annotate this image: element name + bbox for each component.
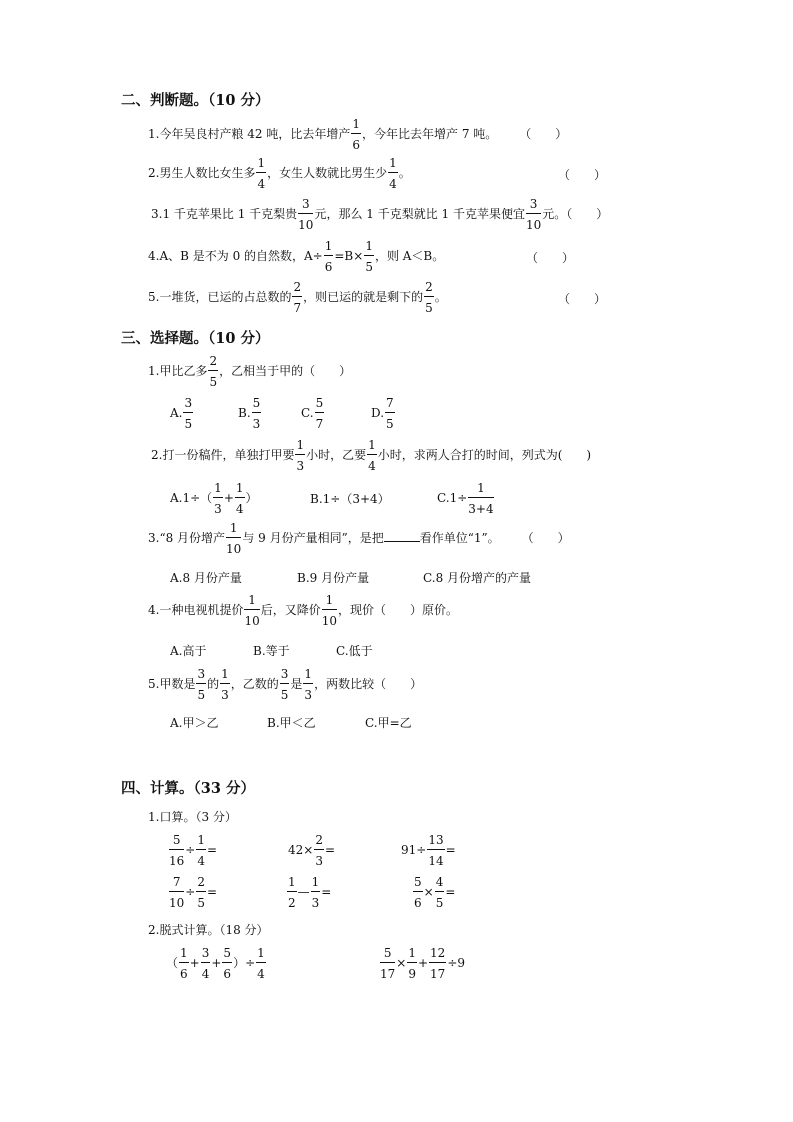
- fraction: [385, 397, 395, 430]
- fraction: [435, 876, 445, 909]
- fraction: [235, 482, 245, 515]
- choice-question-2: 2.打一份稿件，单独打甲要 $\frac{1}{3}$ 小时，乙要 $\frac{1}{4}$ 小时，求两人合打的时间，列式为( ): [151, 438, 592, 473]
- denominator: 2: [288, 896, 296, 910]
- fraction: [322, 594, 337, 627]
- fraction: [196, 876, 206, 909]
- numerator: 5: [315, 397, 325, 413]
- choice-option-b[interactable]: B.9 月份产量: [297, 571, 370, 585]
- fraction: [315, 397, 325, 430]
- fraction: [526, 198, 541, 231]
- choice-option-b[interactable]: B. $\frac{5}{3}$: [238, 396, 261, 431]
- numerator: 12: [429, 947, 446, 963]
- fraction: [468, 482, 493, 515]
- fraction: [226, 522, 241, 555]
- fraction: [179, 947, 189, 980]
- denominator: 6: [352, 138, 360, 152]
- numerator: 1: [367, 439, 377, 455]
- judgment-question-2: 2.男生人数比女生多 $\frac{1}{4}$ ，女生人数就比男生少 $\frac{1}{4}$ 。: [148, 156, 411, 191]
- numerator: 1: [311, 876, 321, 892]
- denominator: 9: [408, 967, 416, 981]
- numerator: 1: [388, 157, 398, 173]
- answer-paren: （ ）: [558, 168, 607, 182]
- denominator: 17: [430, 967, 446, 981]
- fraction: [324, 240, 334, 273]
- numerator: 5: [222, 947, 232, 963]
- judgment-question-4: 4.A、B 是不为 0 的自然数，A÷ $\frac{1}{6}$ =B× $\frac{1}{5}$ ，则 A＜B。: [148, 239, 445, 274]
- denominator: 5: [280, 688, 289, 702]
- numerator: 1: [256, 947, 266, 963]
- denominator: 6: [223, 967, 232, 981]
- choice-option-b[interactable]: B.1÷（3+4）: [310, 492, 390, 506]
- choice-option-b[interactable]: B.等于: [253, 644, 290, 658]
- numerator: 1: [220, 668, 230, 684]
- numerator: 2: [424, 281, 434, 297]
- fraction: [351, 118, 361, 151]
- denominator: 17: [380, 967, 396, 981]
- choice-option-c[interactable]: C.甲=乙: [365, 716, 412, 730]
- denominator: 3: [252, 417, 261, 431]
- choice-option-c[interactable]: C.低于: [336, 644, 373, 658]
- denominator: 14: [428, 854, 444, 868]
- numerator: 2: [208, 355, 218, 371]
- fraction: [367, 439, 377, 472]
- numerator: 5: [413, 876, 423, 892]
- fraction: [201, 947, 211, 980]
- numerator: 2: [314, 834, 324, 850]
- numerator: 2: [292, 281, 302, 297]
- denominator: 5: [197, 688, 206, 702]
- denominator: 4: [257, 177, 266, 191]
- oral-expression-4: $\frac{7}{10}$ ÷ $\frac{2}{5}$ =: [169, 875, 218, 910]
- numerator: 1: [351, 118, 361, 134]
- choice-option-c[interactable]: C.8 月份增产的产量: [423, 571, 532, 585]
- numerator: 1: [322, 594, 337, 610]
- denominator: 3: [214, 502, 222, 516]
- denominator: 7: [293, 301, 302, 315]
- numerator: 3: [298, 198, 313, 214]
- step-expression-1: （ $\frac{1}{6}$ + $\frac{3}{4}$ + $\frac{5}{6}$ ）÷ $\frac{1}{4}$: [166, 946, 265, 981]
- fraction: [292, 281, 302, 314]
- choice-question-5: 5.甲数是 $\frac{3}{5}$ 的 $\frac{1}{3}$ ，乙数的 $\frac{3}{5}$ 是 $\frac{1}{3}$ ，两数比较（ ）: [148, 667, 423, 702]
- choice-option-c[interactable]: C.1÷ $\frac{1}{3+4}$: [437, 481, 494, 516]
- denominator: 3: [304, 688, 313, 702]
- denominator: 3: [221, 688, 229, 702]
- numerator: 1: [324, 240, 334, 256]
- choice-question-1: 1.甲比乙多 $\frac{2}{5}$ ，乙相当于甲的（ ）: [148, 354, 352, 389]
- fraction: [169, 834, 184, 867]
- numerator: 1: [196, 834, 206, 850]
- numerator: 1: [303, 668, 313, 684]
- denominator: 16: [169, 854, 185, 868]
- section-calculation-title: 四、计算。（33 分）: [121, 780, 255, 797]
- numerator: 1: [295, 439, 305, 455]
- fraction: [287, 876, 297, 909]
- fraction: [213, 482, 223, 515]
- section-choice-title: 三、选择题。（10 分）: [121, 330, 270, 347]
- fraction: [413, 876, 423, 909]
- oral-expression-3: 91÷ $\frac{13}{14}$ =: [401, 833, 456, 868]
- answer-paren: （ ）: [519, 127, 568, 141]
- choice-option-d[interactable]: D. $\frac{7}{5}$: [371, 396, 394, 431]
- denominator: 5: [209, 375, 218, 389]
- denominator: 3: [311, 896, 320, 910]
- choice-option-a[interactable]: A.1÷（ $\frac{1}{3}$ + $\frac{1}{4}$ ）: [170, 481, 258, 516]
- fraction: [256, 157, 266, 190]
- numerator: 3: [183, 397, 193, 413]
- fraction: [220, 668, 230, 701]
- fraction: [256, 947, 266, 980]
- oral-expression-6: $\frac{5}{6}$ × $\frac{4}{5}$ =: [414, 875, 456, 910]
- fraction: [196, 834, 206, 867]
- step-calc-title: 2.脱式计算。（18 分）: [148, 923, 269, 937]
- numerator: 3: [201, 947, 211, 963]
- fraction: [252, 397, 262, 430]
- answer-paren: （ ）: [521, 531, 570, 545]
- answer-paren: （ ）: [558, 292, 607, 306]
- numerator: 1: [256, 157, 266, 173]
- numerator: 1: [244, 594, 259, 610]
- numerator: 1: [213, 482, 223, 498]
- fraction: [424, 281, 434, 314]
- denominator: 4: [197, 854, 205, 868]
- denominator: 10: [321, 614, 338, 628]
- step-expression-2: $\frac{5}{17}$ × $\frac{1}{9}$ + $\frac{12}{17}$ ÷9: [380, 946, 466, 981]
- denominator: 4: [368, 459, 376, 473]
- choice-question-3: 3.“8 月份增产 $\frac{1}{10}$ 与 9 月份产量相同”，是把 看作单位“1”。 （ ）: [148, 521, 570, 556]
- denominator: 4: [235, 502, 244, 516]
- denominator: 4: [201, 967, 210, 981]
- numerator: 3: [196, 668, 206, 684]
- denominator: 5: [365, 260, 373, 274]
- denominator: 3: [296, 459, 305, 473]
- choice-option-a[interactable]: A.高于: [170, 644, 207, 658]
- denominator: 3+4: [468, 502, 494, 516]
- oral-expression-1: $\frac{5}{16}$ ÷ $\frac{1}{4}$ =: [169, 833, 218, 868]
- fraction: [295, 439, 305, 472]
- denominator: 10: [298, 218, 314, 232]
- fraction: [427, 834, 444, 867]
- fill-blank[interactable]: [384, 531, 420, 542]
- numerator: 3: [280, 668, 290, 684]
- denominator: 4: [257, 967, 265, 981]
- choice-option-b[interactable]: B.甲＜乙: [267, 716, 316, 730]
- oral-calc-title: 1.口算。（3 分）: [148, 810, 237, 824]
- numerator: 7: [385, 397, 395, 413]
- fraction: [280, 668, 290, 701]
- fraction: [364, 240, 374, 273]
- denominator: 5: [425, 301, 433, 315]
- denominator: 10: [525, 218, 542, 232]
- denominator: 5: [184, 417, 193, 431]
- denominator: 10: [226, 542, 242, 556]
- numerator: 2: [196, 876, 206, 892]
- fraction: [183, 397, 193, 430]
- fraction: [208, 355, 218, 388]
- denominator: 5: [386, 417, 394, 431]
- numerator: 4: [435, 876, 445, 892]
- numerator: 1: [226, 522, 241, 538]
- fraction: [169, 876, 184, 909]
- fraction: [298, 198, 313, 231]
- numerator: 5: [380, 947, 395, 963]
- numerator: 3: [526, 198, 541, 214]
- oral-expression-2: 42× $\frac{2}{3}$ =: [288, 833, 336, 868]
- oral-expression-5: $\frac{1}{2}$ — $\frac{1}{3}$ =: [288, 875, 332, 910]
- numerator: 13: [427, 834, 444, 850]
- numerator: 1: [179, 947, 189, 963]
- denominator: 10: [244, 614, 260, 628]
- denominator: 3: [315, 854, 323, 868]
- numerator: 1: [235, 482, 245, 498]
- denominator: 10: [169, 896, 185, 910]
- numerator: 1: [468, 482, 493, 498]
- numerator: 1: [407, 947, 417, 963]
- section-judgment-title: 二、判断题。（10 分）: [121, 92, 270, 109]
- fraction: [222, 947, 232, 980]
- numerator: 1: [364, 240, 374, 256]
- choice-option-a[interactable]: A.甲＞乙: [170, 716, 219, 730]
- denominator: 5: [435, 896, 444, 910]
- fraction: [311, 876, 321, 909]
- judgment-question-1: 1.今年吴良村产粮 42 吨，比去年增产 $\frac{1}{6}$ ，今年比去年增产 7 吨。 （ ）: [148, 117, 568, 152]
- choice-question-4: 4.一种电视机提价 $\frac{1}{10}$ 后，又降价 $\frac{1}{10}$ ，现价（ ）原价。: [148, 593, 459, 628]
- fraction: [244, 594, 259, 627]
- numerator: 7: [169, 876, 184, 892]
- choice-option-a[interactable]: A.8 月份产量: [170, 571, 242, 585]
- numerator: 1: [287, 876, 297, 892]
- denominator: 6: [414, 896, 422, 910]
- numerator: 5: [169, 834, 184, 850]
- denominator: 7: [315, 417, 324, 431]
- denominator: 6: [180, 967, 188, 981]
- fraction: [380, 947, 395, 980]
- denominator: 5: [197, 896, 205, 910]
- numerator: 5: [252, 397, 262, 413]
- choice-option-c[interactable]: C. $\frac{5}{7}$: [301, 396, 324, 431]
- denominator: 6: [324, 260, 333, 274]
- fraction: [196, 668, 206, 701]
- fraction: [388, 157, 398, 190]
- fraction: [407, 947, 417, 980]
- fraction: [429, 947, 446, 980]
- fraction: [303, 668, 313, 701]
- choice-option-a[interactable]: A. $\frac{3}{5}$: [170, 396, 193, 431]
- answer-paren: （ ）: [526, 251, 575, 265]
- fraction: [314, 834, 324, 867]
- denominator: 4: [389, 177, 397, 191]
- judgment-question-3: 3.1 千克苹果比 1 千克梨贵 $\frac{3}{10}$ 元，那么 1 千克梨就比 1 千克苹果便宜 $\frac{3}{10}$ 元。（ ）: [151, 197, 609, 232]
- judgment-question-5: 5.一堆货，已运的占总数的 $\frac{2}{7}$ ，则已运的就是剩下的 $\frac{2}{5}$ 。: [148, 280, 447, 315]
